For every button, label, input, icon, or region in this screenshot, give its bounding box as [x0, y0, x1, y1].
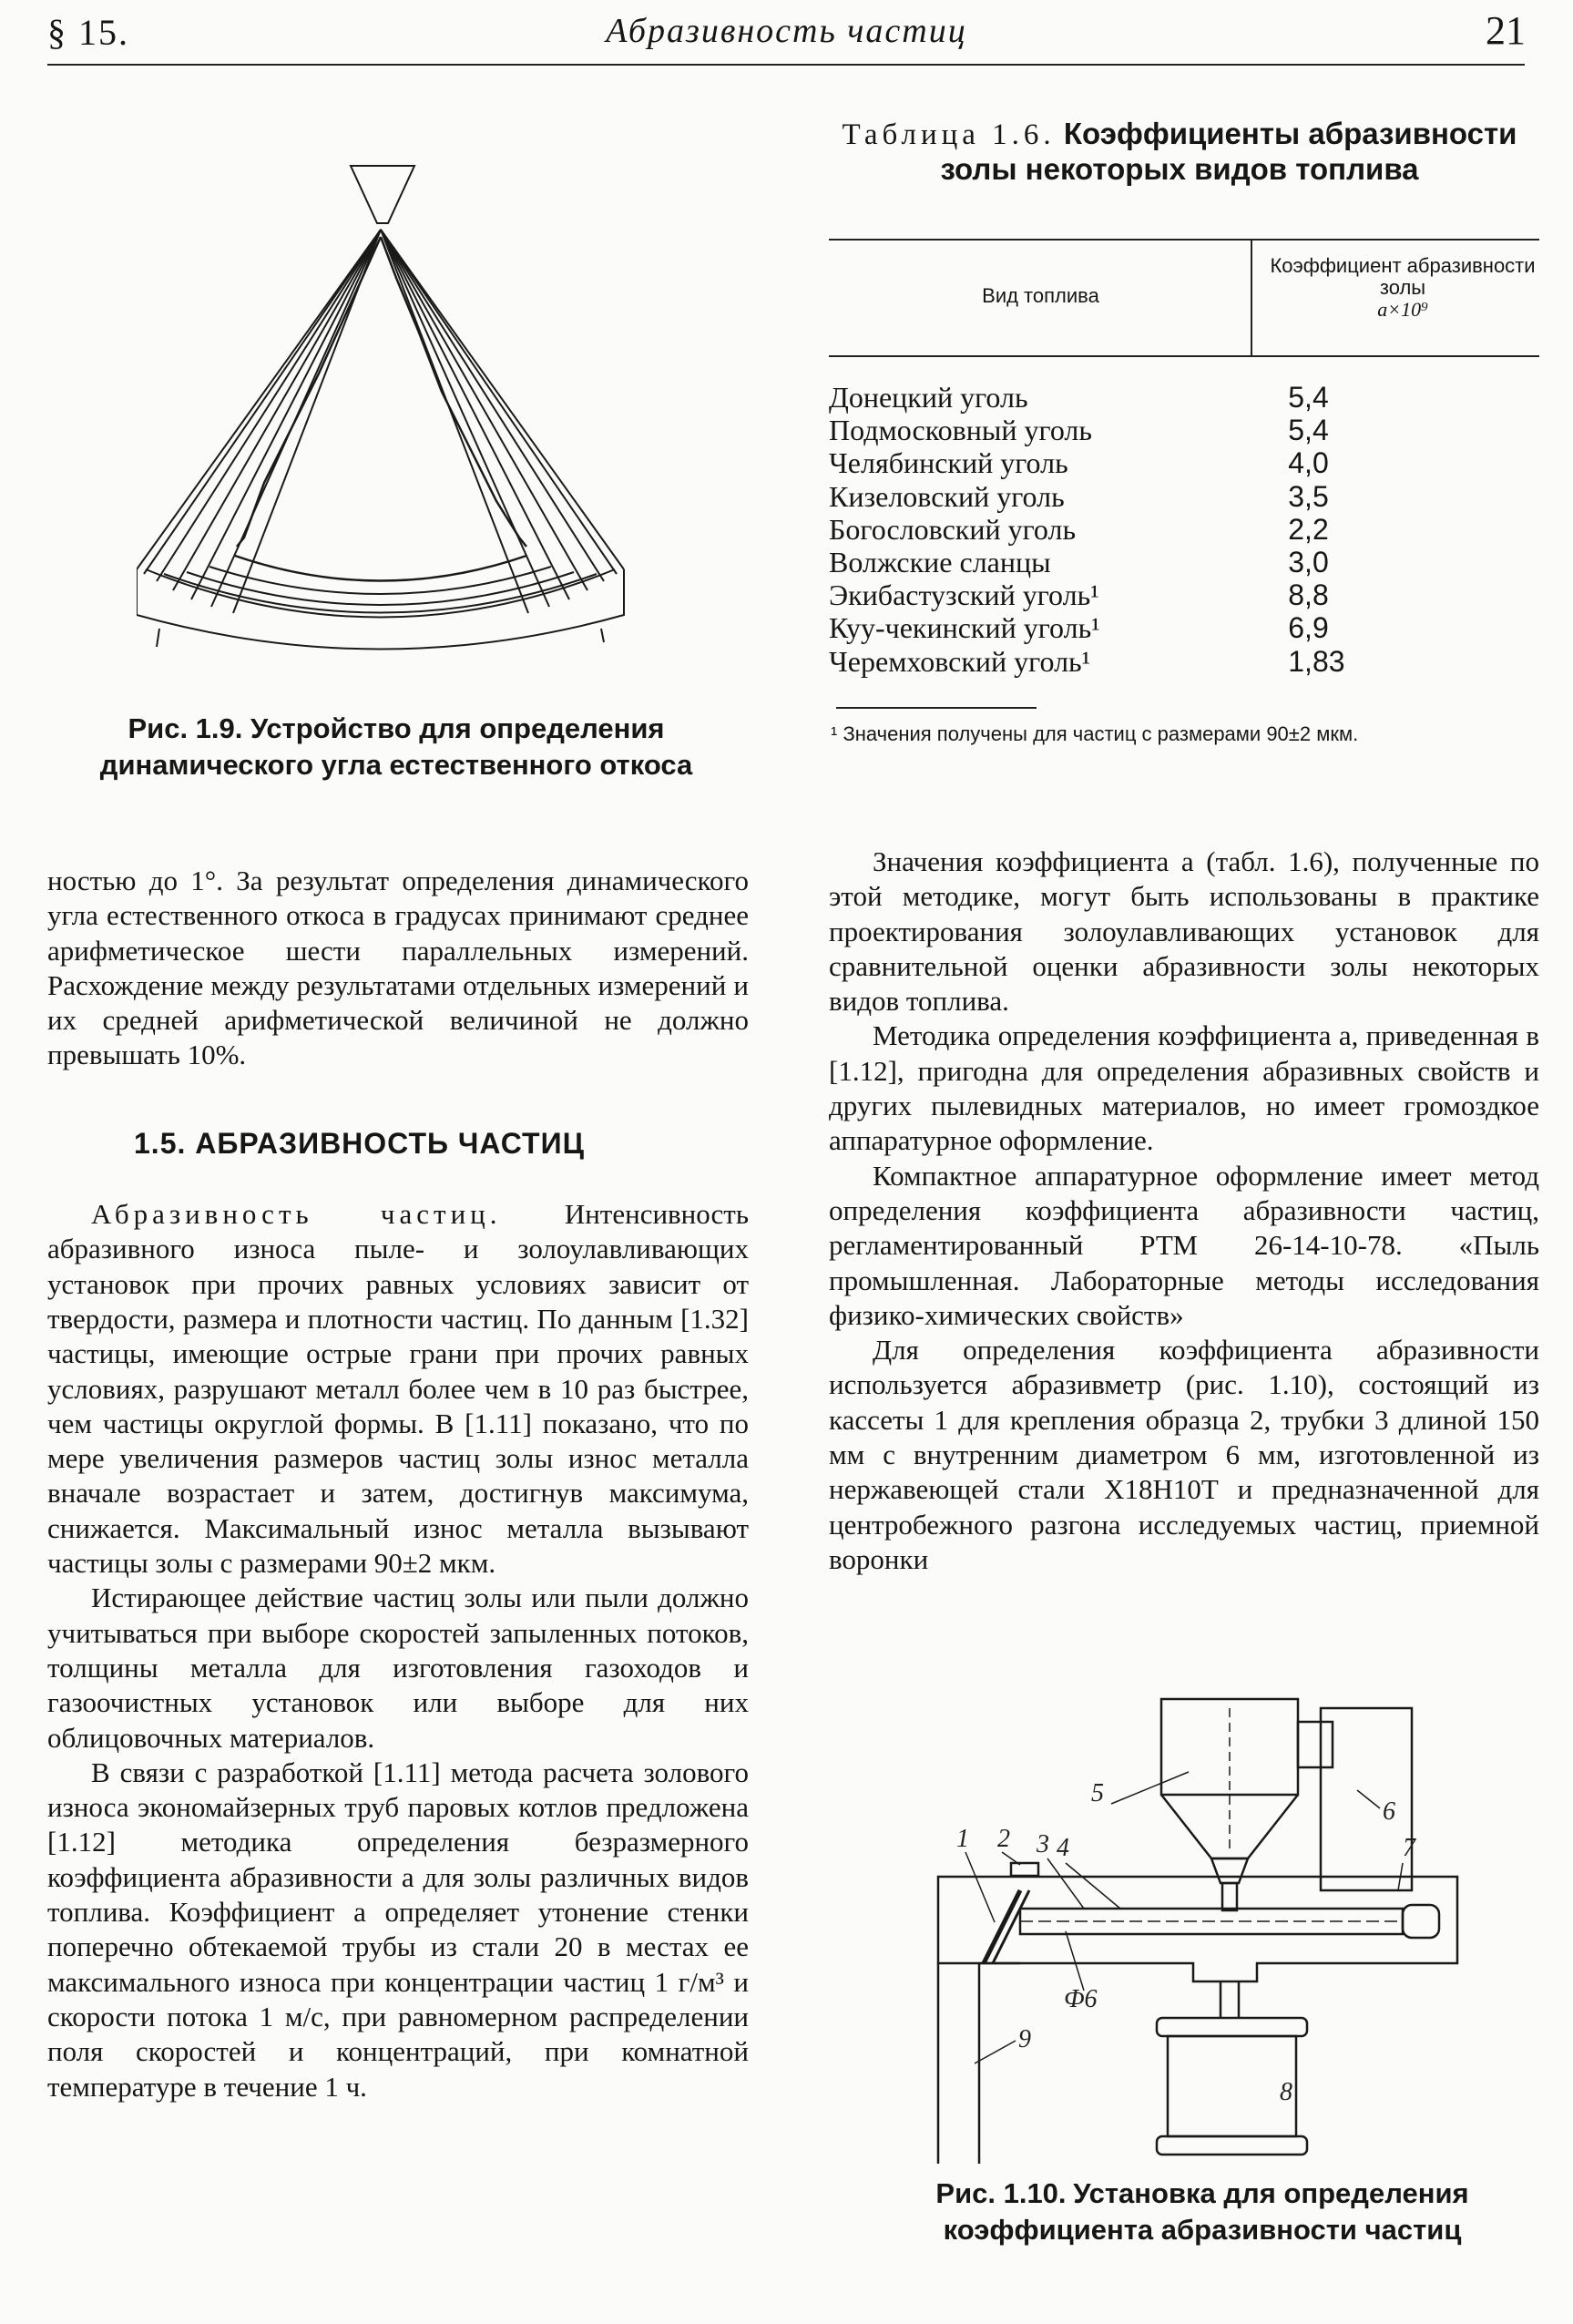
fuel-name: Челябинский уголь	[829, 446, 1068, 480]
running-title: Абразивность частиц	[606, 12, 967, 50]
table-row	[829, 546, 1448, 578]
paragraph: Компактное аппаратурное оформление имеет метод определения коэффициента абразивности частиц, регламентированный РТМ 26-14-10-78. «Пыль промышленная. Лабораторные методы исследования физико-химических свойств»	[829, 1159, 1539, 1331]
header-rule	[47, 64, 1525, 66]
right-column	[829, 845, 1539, 1577]
fig110-label-9: 9	[1018, 2025, 1031, 2053]
fuel-name: Волжские сланцы	[829, 546, 1051, 579]
figure-1-10-caption-rest: Установка для определения коэффициента абразивности частиц	[943, 2177, 1469, 2246]
left-column	[47, 864, 749, 2104]
table-footnote-rule	[836, 707, 1037, 709]
table-header-coef	[1266, 255, 1539, 321]
table-title-prefix: Таблица 1.6.	[842, 118, 1056, 151]
figure-1-10-drawing	[929, 1690, 1476, 2164]
fuel-name: Донецкий уголь	[829, 381, 1028, 414]
fig110-label-d6: Ф6	[1064, 1985, 1098, 2013]
paragraph: Значения коэффициента a (табл. 1.6), полученные по этой методике, могут быть использованы в практике проектирования золоулавливающих установок для сравнительной оценки абразивности золы некоторых видов топлива.	[829, 845, 1539, 1018]
paragraph-continued: ностью до 1°. За результат определения динамического угла естественного откоса в градусах принимают среднее арифметическое шести параллельных измерений. Расхождение между результатами отдельных измерений и их средней арифметической величиной не должно превышать 10%.	[47, 865, 749, 1071]
table-title-rest: Коэффициенты абразивности золы некоторых видов топлива	[940, 117, 1517, 186]
fuel-name: Кизеловский уголь	[829, 479, 1065, 513]
table-row	[829, 446, 1448, 479]
section-heading: 1.5. АБРАЗИВНОСТЬ ЧАСТИЦ	[134, 1126, 585, 1160]
fig110-support	[1298, 1722, 1333, 1767]
table-body	[829, 381, 1448, 678]
fig110-label-8: 8	[1280, 2078, 1292, 2106]
paragraph	[47, 1197, 749, 1581]
table-header-coef-label: Коэффициент абразивности золы	[1270, 254, 1536, 299]
fig110-motor	[1157, 2018, 1307, 2036]
figure-1-10-caption-lead: Рис. 1.10.	[935, 2177, 1067, 2209]
coef-value: 5,4	[1288, 414, 1329, 447]
fig110-housing	[938, 1877, 1457, 1981]
page-number: 21	[1486, 8, 1526, 53]
table-row	[829, 611, 1448, 644]
figure-1-10-caption	[847, 2176, 1558, 2248]
coef-value: 3,0	[1288, 546, 1329, 579]
table-row	[829, 381, 1448, 414]
table-row	[829, 480, 1448, 513]
table-header-fuel: Вид топлива	[982, 284, 1099, 307]
fig110-label-5: 5	[1091, 1779, 1104, 1807]
table-row	[829, 578, 1448, 611]
figure-1-9-drawing	[137, 155, 628, 665]
table-top-rule	[829, 239, 1539, 241]
fig110-label-7: 7	[1403, 1834, 1415, 1862]
fig110-label-4: 4	[1057, 1834, 1069, 1862]
fuel-name: Подмосковный уголь	[829, 414, 1092, 447]
fuel-name: Экибастузский уголь¹	[829, 578, 1099, 612]
fuel-name: Черемховский уголь¹	[829, 644, 1091, 678]
fuel-name: Богословский уголь	[829, 512, 1077, 546]
table-header-rule	[829, 355, 1539, 357]
paragraph-body: Интенсивность абразивного износа пыле- и золоулавливающих установок при прочих равных условиях зависит от твердости, размера и плотности частиц. По данным [1.32] частицы, имеющие острые грани при прочих равных условиях, разрушают металл более чем в 10 раз быстрее, чем частицы округлой формы. В [1.11] показано, что по мере увеличения размеров частиц золы износ металла вначале возрастает и затем, достигнув максимума, снижается. Максимальный износ металла вызывают частицы золы с размерами 90±2 мкм.	[47, 1198, 749, 1580]
fig110-label-3: 3	[1037, 1830, 1049, 1858]
coef-value: 5,4	[1288, 381, 1329, 414]
table-row	[829, 645, 1448, 678]
fig110-label-1: 1	[956, 1825, 969, 1853]
fig19-funnel	[351, 166, 414, 223]
coef-value: 3,5	[1288, 479, 1329, 513]
coef-value: 8,8	[1288, 578, 1329, 612]
paragraph: Истирающее действие частиц золы или пыли должно учитываться при выборе скоростей запыленных потоков, толщины металла для изготовления газоходов и газоочистных установок или выборе для них облицовочных материалов.	[47, 1582, 749, 1754]
coef-value: 1,83	[1288, 644, 1345, 678]
coef-value: 2,2	[1288, 512, 1329, 546]
fig110-stand	[938, 1963, 1020, 2164]
section-number: § 15.	[47, 12, 129, 53]
table-row	[829, 414, 1448, 446]
paragraph: Для определения коэффициента абразивности используется абразивметр (рис. 1.10), состоящий из кассеты 1 для крепления образца 2, трубки 3 длиной 150 мм с внутренним диаметром 6 мм, изготовленной из нержавеющей стали Х18Н10Т и предназначенной для центробежного разгона исследуемых частиц, приемной воронки	[829, 1334, 1539, 1575]
fig110-label-6: 6	[1383, 1797, 1395, 1826]
paragraph-lead: Абразивность частиц.	[91, 1198, 502, 1231]
paragraph: В связи с разработкой [1.11] метода расчета золового износа экономайзерных труб паровых котлов предложена [1.12] методика определения безразмерного коэффициента абразивности a для золы различных видов топлива. Коэффициент a определяет утонение стенки поперечно обтекаемой трубы из стали 20 в местах ее максимального износа при концентрации частиц 1 г/м³ и скорости потока 1 м/с, при равномерном распределении поля скоростей и концентраций, при комнатной температуре в течение 1 ч.	[47, 1756, 749, 2103]
table-row	[829, 513, 1448, 546]
table-header-coef-unit: a×10⁹	[1377, 298, 1428, 321]
coef-value: 6,9	[1288, 611, 1329, 645]
paragraph: Методика определения коэффициента a, приведенная в [1.12], пригодна для определения абразивных свойств и других пылевидных материалов, но имеет громоздкое аппаратурное оформление.	[829, 1019, 1539, 1157]
table-1-6-title	[820, 117, 1539, 187]
figure-1-9-caption: Рис. 1.9. Устройство для определения динамического угла естественного откоса	[99, 712, 693, 781]
fuel-name: Куу-чекинский уголь¹	[829, 611, 1100, 645]
table-footnote: ¹ Значения получены для частиц с размерами 90±2 мкм.	[831, 722, 1359, 745]
fig110-label-2: 2	[997, 1825, 1010, 1853]
coef-value: 4,0	[1288, 446, 1329, 480]
